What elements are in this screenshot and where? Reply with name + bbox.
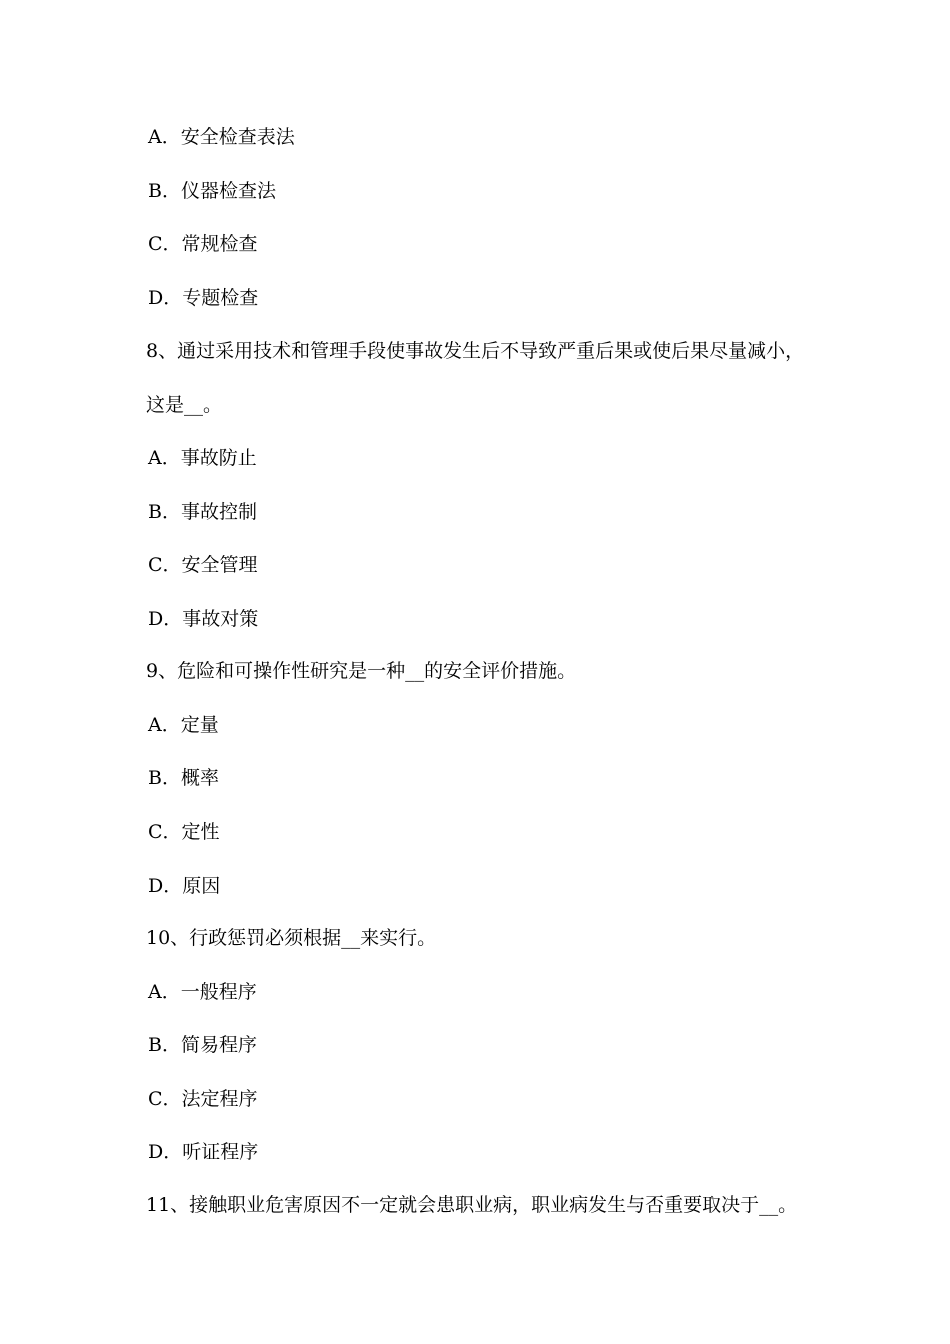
option-line: A．定量 — [148, 714, 219, 736]
option-line: D．专题检查 — [148, 287, 259, 309]
option-line: C．常规检查 — [148, 233, 258, 255]
question-line: 11、接触职业危害原因不一定就会患职业病，职业病发生与否重要取决于__。 — [146, 1194, 798, 1216]
option-line: C．安全管理 — [148, 554, 258, 576]
option-line: C．法定程序 — [148, 1088, 258, 1110]
option-line: B．概率 — [148, 767, 219, 789]
option-line: B．仪器检查法 — [148, 180, 276, 202]
option-line: A．事故防止 — [148, 447, 257, 469]
question-line: 10、行政惩罚必须根据__来实行。 — [146, 927, 437, 949]
option-line: A．安全检查表法 — [148, 126, 295, 148]
option-line: C．定性 — [148, 821, 220, 843]
question-line: 这是__。 — [146, 394, 223, 416]
option-line: B．事故控制 — [148, 501, 257, 523]
option-line: D．听证程序 — [148, 1141, 259, 1163]
option-line: D．原因 — [148, 875, 221, 897]
question-line: 8、通过采用技术和管理手段使事故发生后不导致严重后果或使后果尽量减小， — [146, 340, 805, 362]
option-line: D．事故对策 — [148, 608, 259, 630]
option-line: A．一般程序 — [148, 981, 257, 1003]
option-line: B．简易程序 — [148, 1034, 257, 1056]
question-line: 9、危险和可操作性研究是一种__的安全评价措施。 — [146, 660, 577, 682]
